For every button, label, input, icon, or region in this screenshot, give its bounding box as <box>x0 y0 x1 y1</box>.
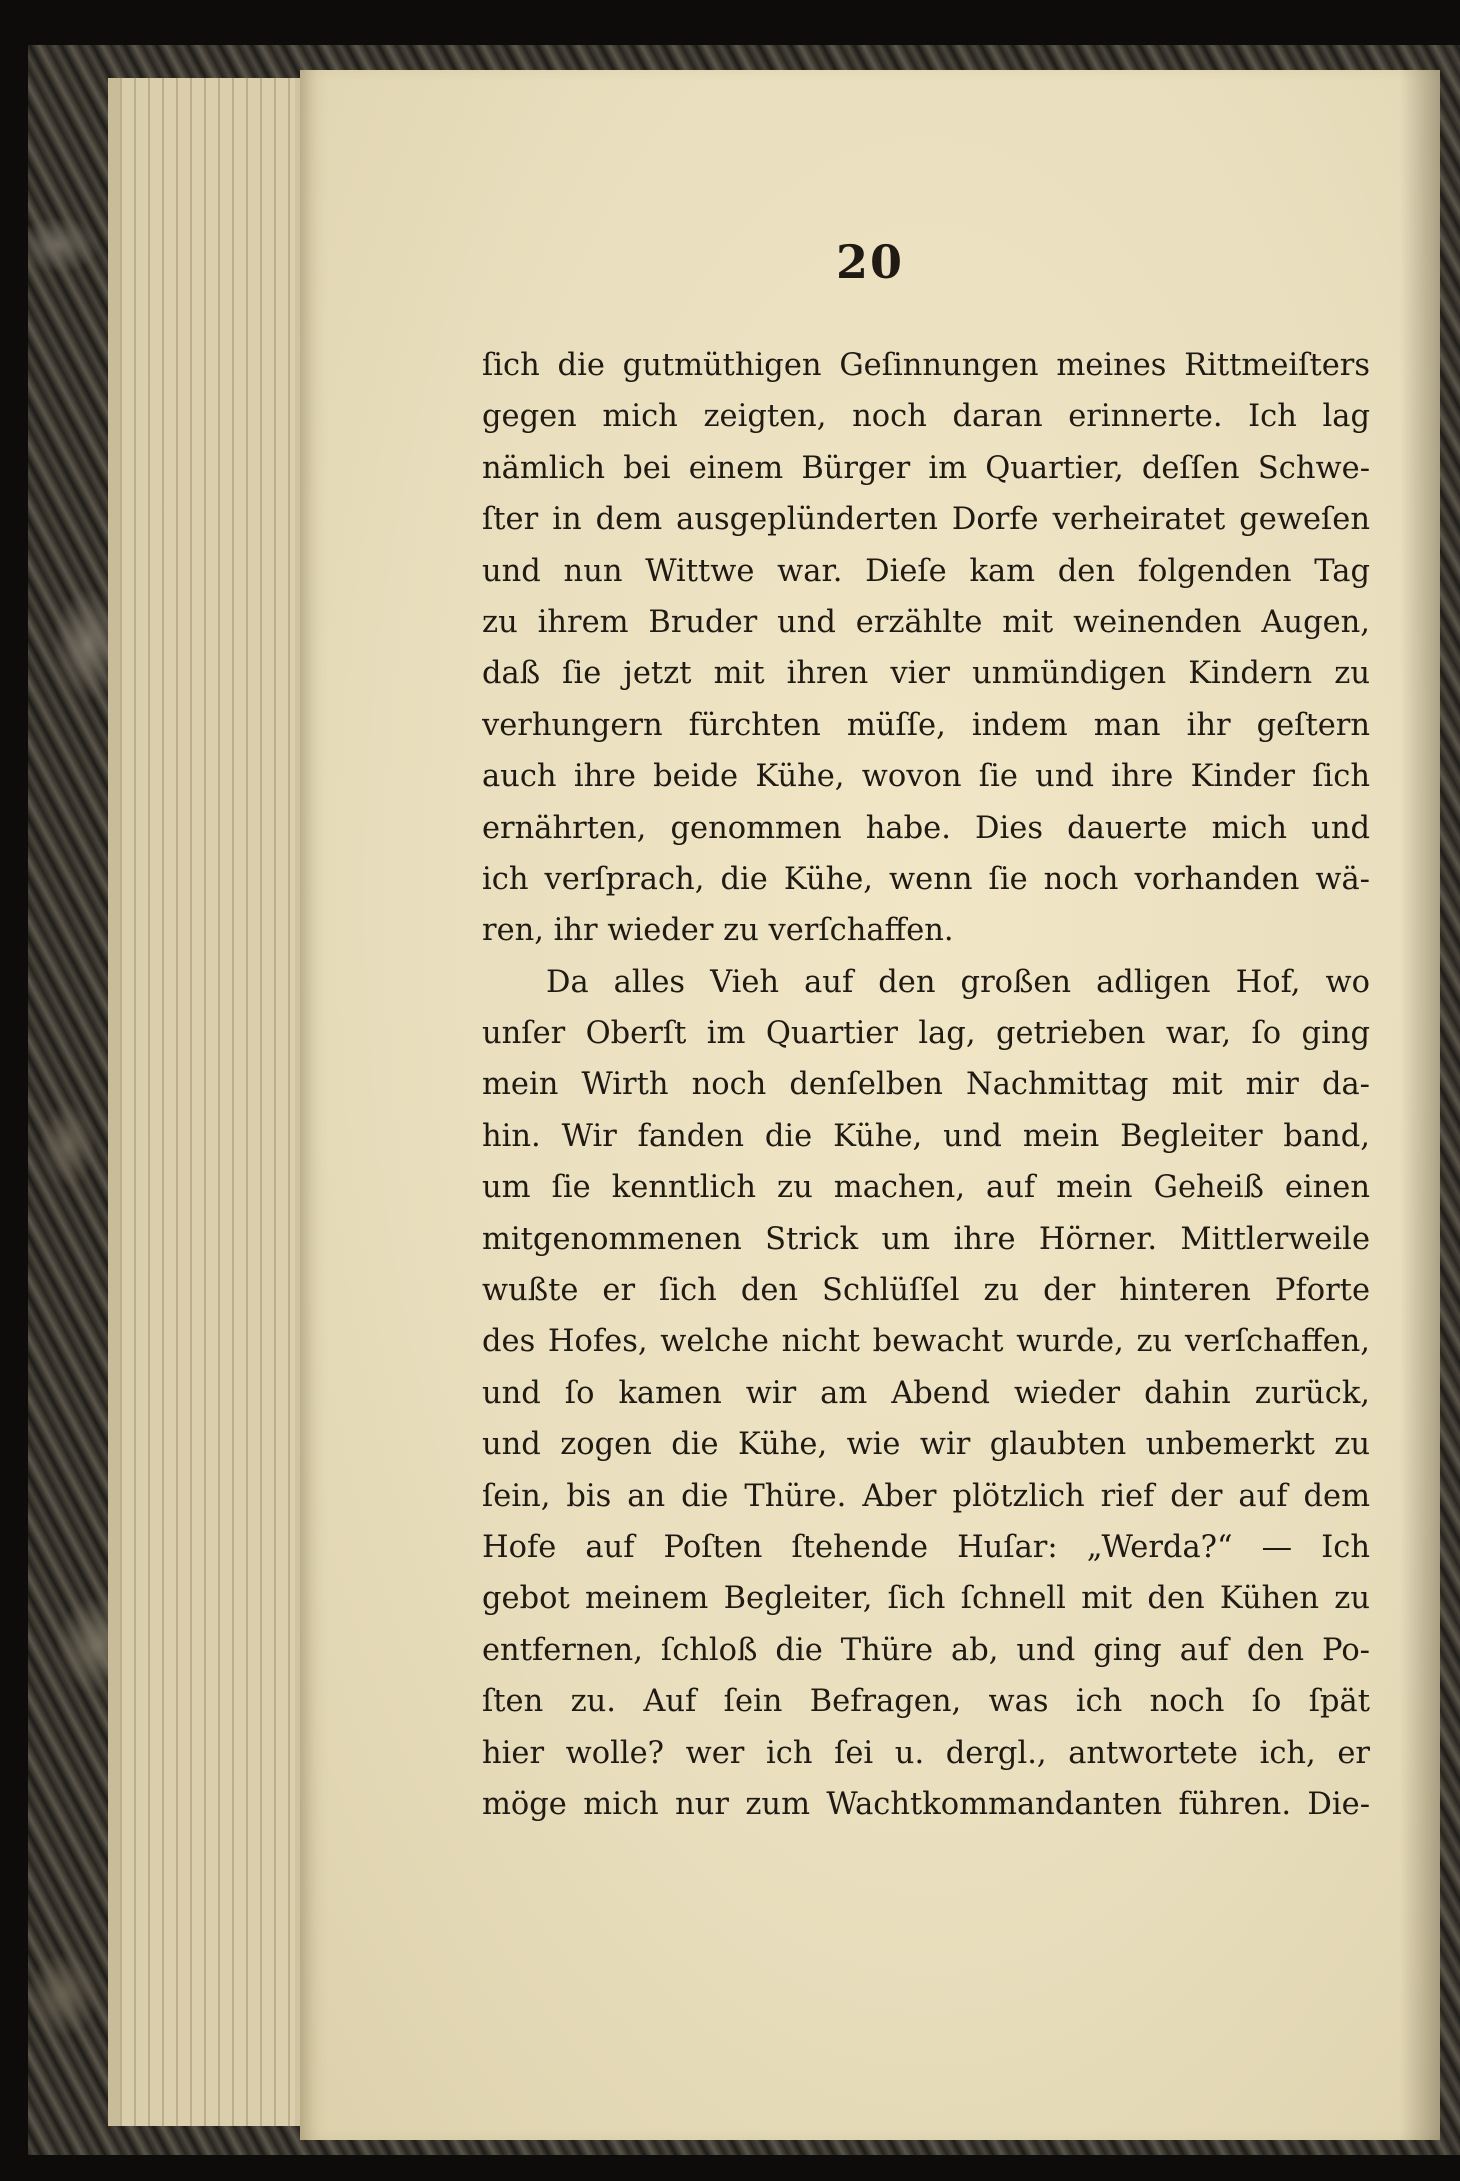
text-line: um ſie kenntlich zu machen, auf mein Geheiß einen <box>482 1170 1370 1206</box>
text-line: und ſo kamen wir am Abend wieder dahin zurück, <box>482 1375 1370 1411</box>
text-line: ernährten, genommen habe. Dies dauerte mich und <box>482 810 1370 846</box>
text-line: zu ihrem Bruder und erzählte mit weinenden Augen, <box>482 604 1370 640</box>
text-line: hin. Wir fanden die Kühe, und mein Begleiter band, <box>482 1118 1370 1154</box>
text-line: mitgenommenen Strick um ihre Hörner. Mittlerweile <box>482 1221 1370 1257</box>
text-line: Hofe auf Poſten ſtehende Huſar: „Werda?“ — Ich <box>482 1529 1370 1565</box>
text-line: mein Wirth noch denſelben Nachmittag mit mir da- <box>482 1067 1370 1103</box>
text-line: ren, ihr wieder zu verſchaffen. <box>482 913 954 949</box>
page-number: 20 <box>835 235 904 289</box>
text-line: Da alles Vieh auf den großen adligen Hof, wo <box>546 964 1370 1000</box>
text-line: ſein, bis an die Thüre. Aber plötzlich rief der auf dem <box>482 1478 1370 1514</box>
text-line: auch ihre beide Kühe, wovon ſie und ihre Kinder ſich <box>482 759 1370 795</box>
text-line: möge mich nur zum Wachtkommandanten führen. Die- <box>482 1786 1370 1822</box>
stacked-page-edges <box>120 78 295 2126</box>
gutter-shadow <box>1400 70 1440 2140</box>
text-line: und nun Wittwe war. Dieſe kam den folgenden Tag <box>482 553 1370 589</box>
body-text <box>482 340 1370 1830</box>
text-line: nämlich bei einem Bürger im Quartier, deſſen Schwe- <box>482 450 1370 486</box>
text-line: entfernen, ſchloß die Thüre ab, und ging auf den Po- <box>482 1632 1370 1668</box>
text-line: verhungern fürchten müſſe, indem man ihr geſtern <box>482 707 1370 743</box>
text-line: und zogen die Kühe, wie wir glaubten unbemerkt zu <box>482 1427 1370 1463</box>
text-line: ſich die gutmüthigen Geſinnungen meines Rittmeiſters <box>482 348 1370 383</box>
text-line: des Hofes, welche nicht bewacht wurde, zu verſchaffen, <box>482 1324 1370 1360</box>
text-line: ich verſprach, die Kühe, wenn ſie noch vorhanden wä- <box>482 861 1370 897</box>
text-line: unſer Oberſt im Quartier lag, getrieben war, ſo ging <box>482 1016 1370 1052</box>
text-line: gegen mich zeigten, noch daran erinnerte. Ich lag <box>482 399 1370 435</box>
text-line: gebot meinem Begleiter, ſich ſchnell mit den Kühen zu <box>482 1581 1370 1617</box>
text-line: daß ſie jetzt mit ihren vier unmündigen Kindern zu <box>482 656 1370 692</box>
text-line: ſten zu. Auf ſein Befragen, was ich noch ſo ſpät <box>482 1684 1370 1720</box>
text-line: wußte er ſich den Schlüſſel zu der hinteren Pforte <box>482 1273 1370 1309</box>
text-line: hier wolle? wer ich ſei u. dergl., antwortete ich, er <box>482 1735 1370 1771</box>
text-line: ſter in dem ausgeplünderten Dorfe verheiratet geweſen <box>482 502 1370 538</box>
book-page <box>300 70 1440 2140</box>
